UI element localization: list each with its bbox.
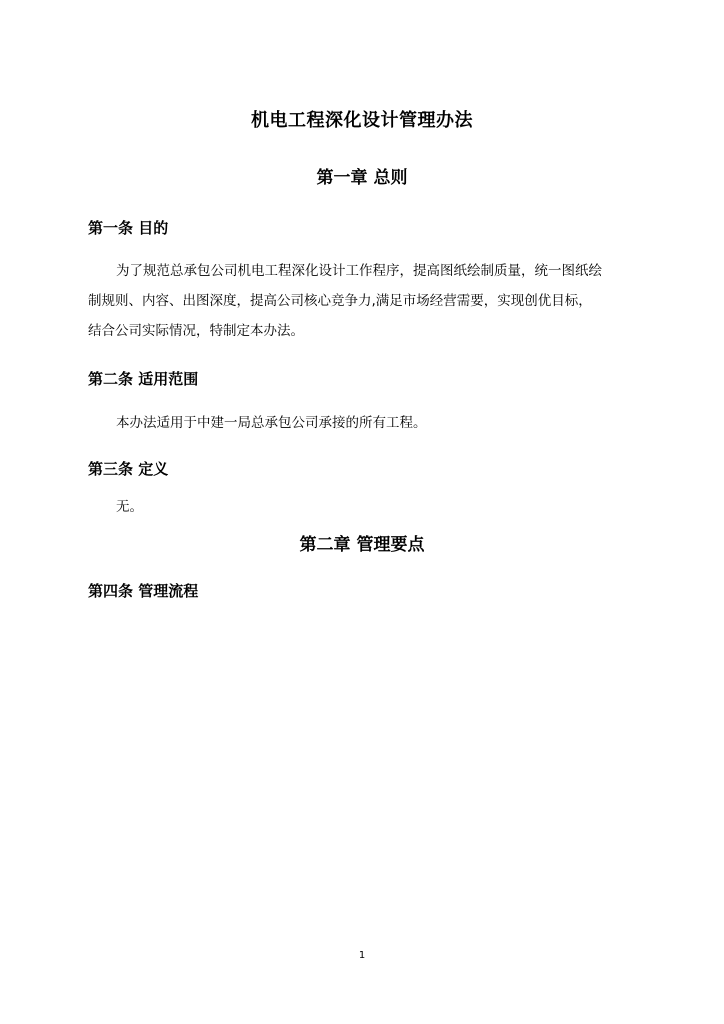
article-1-line-3: 结合公司实际情况，特制定本办法。 <box>88 323 304 339</box>
page-number: 1 <box>358 950 366 961</box>
article-1-line-2: 制规则、内容、出图深度，提高公司核心竞争力,满足市场经营需要，实现创优目标， <box>88 293 592 309</box>
article-3-heading: 第三条 定义 <box>88 460 169 478</box>
article-1-line-1: 为了规范总承包公司机电工程深化设计工作程序，提高图纸绘制质量，统一图纸绘 <box>116 263 602 279</box>
article-3-paragraph <box>88 492 648 522</box>
article-4-heading: 第四条 管理流程 <box>88 582 199 600</box>
document-title: 机电工程深化设计管理办法 <box>251 110 473 131</box>
article-2-heading: 第二条 适用范围 <box>88 370 199 388</box>
article-1-paragraph <box>88 256 648 346</box>
chapter-1-heading: 第一章 总则 <box>316 168 408 188</box>
article-2-paragraph <box>88 408 648 438</box>
chapter-2-heading: 第二章 管理要点 <box>299 535 425 555</box>
article-3-text: 无。 <box>116 499 143 515</box>
article-2-text: 本办法适用于中建一局总承包公司承接的所有工程。 <box>116 415 427 431</box>
article-1-heading: 第一条 目的 <box>88 219 169 237</box>
